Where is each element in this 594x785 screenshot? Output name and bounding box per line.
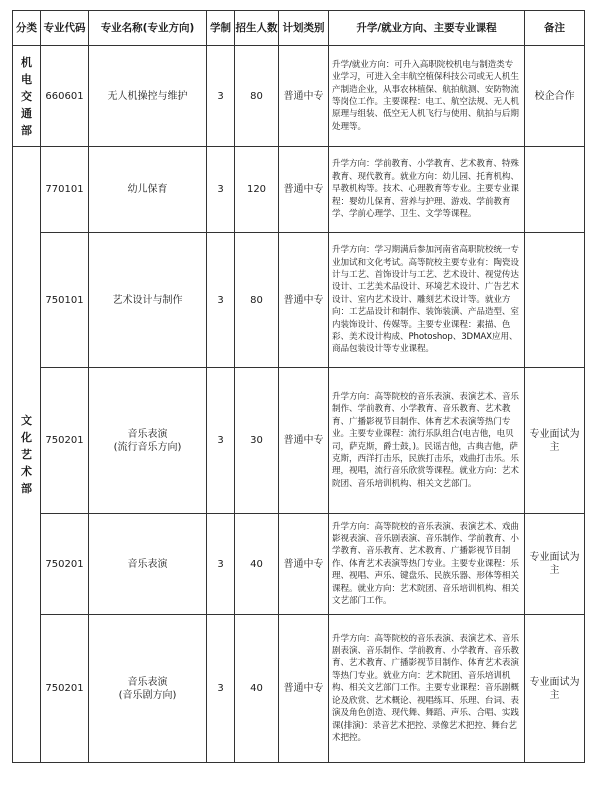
- remark-cell: 校企合作: [525, 46, 585, 147]
- enrollment-table: [12, 10, 585, 763]
- remark-cell: [525, 147, 585, 233]
- enroll-cell: 80: [235, 46, 279, 147]
- plan-cell: 普通中专: [279, 147, 329, 233]
- code-cell: 750201: [41, 368, 89, 514]
- name-cell: [89, 147, 207, 233]
- enroll-cell: 40: [235, 615, 279, 763]
- plan-cell: 普通中专: [279, 46, 329, 147]
- table-row: [13, 514, 585, 615]
- name-cell: [89, 615, 207, 763]
- major-name: 音乐表演: [127, 428, 168, 440]
- years-cell: 3: [207, 368, 235, 514]
- table-row: [13, 615, 585, 763]
- name-cell: [89, 233, 207, 368]
- category-label: 机电交通部: [21, 55, 32, 137]
- major-name: 音乐表演: [127, 676, 168, 688]
- remark-cell: 专业面试为主: [525, 368, 585, 514]
- code-cell: 750101: [41, 233, 89, 368]
- enroll-cell: 40: [235, 514, 279, 615]
- years-cell: 3: [207, 514, 235, 615]
- years-cell: 3: [207, 46, 235, 147]
- header-plan: 计划类别: [279, 11, 329, 46]
- category-label: 文化艺术部: [21, 414, 32, 495]
- major-name: 音乐表演: [127, 558, 168, 570]
- header-code: 专业代码: [41, 11, 89, 46]
- major-name: 艺术设计与制作: [112, 294, 183, 306]
- course-cell: 升学方向：学前教育、小学教育、艺术教育、特殊教育、现代教育。就业方向：幼儿园、托育机构、早教机构等。技术、心理教育等专业。主要专业课程：婴幼儿保育、营养与护理、游戏、学前教育学、学前心理学、卫生、文学等课程。: [329, 147, 525, 233]
- table-row: [13, 233, 585, 368]
- category-cell: [13, 147, 41, 763]
- header-name: 专业名称(专业方向): [89, 11, 207, 46]
- enroll-cell: 120: [235, 147, 279, 233]
- header-remark: 备注: [525, 11, 585, 46]
- table-row: [13, 46, 585, 147]
- major-direction: (音乐剧方向): [118, 689, 177, 701]
- code-cell: 750201: [41, 514, 89, 615]
- major-direction: (流行音乐方向): [113, 441, 182, 453]
- name-cell: [89, 514, 207, 615]
- enroll-cell: 30: [235, 368, 279, 514]
- name-cell: [89, 46, 207, 147]
- code-cell: 750201: [41, 615, 89, 763]
- table-row: [13, 147, 585, 233]
- years-cell: 3: [207, 233, 235, 368]
- remark-cell: 专业面试为主: [525, 514, 585, 615]
- course-cell: 升学/就业方向：可升入高职院校机电与制造类专业学习，可进入全丰航空植保科技公司或无人机生产制造企业，从事农林植保、航拍航测、安防物流等岗位工作。主要课程：电工、航空法规、无人机原理与组装、低空无人机飞行与使用、航拍与后期处理等。: [329, 46, 525, 147]
- header-category: 分类: [13, 11, 41, 46]
- header-years: 学制: [207, 11, 235, 46]
- plan-cell: 普通中专: [279, 368, 329, 514]
- plan-cell: 普通中专: [279, 615, 329, 763]
- major-name: 幼儿保育: [127, 184, 168, 195]
- code-cell: 770101: [41, 147, 89, 233]
- course-cell: 升学方向：高等院校的音乐表演、表演艺术、音乐剧表演、音乐制作、学前教育、小学教育、音乐教育、艺术教育、广播影视节目制作、体育艺术表演等热门专业。就业方向：艺术院团、音乐培训机构、相关文艺部门工作。主要专业课程：音乐剧概论及欣赏、艺术概论、视唱练耳、乐理、台词、表演及角色创造、现代舞、舞蹈、声乐、合唱、实践课(排演)：录音艺术把控、录像艺术把控、舞台艺术把控。: [329, 615, 525, 763]
- plan-cell: 普通中专: [279, 233, 329, 368]
- course-cell: 升学方向：高等院校的音乐表演、表演艺术、音乐制作、学前教育、小学教育、音乐教育、艺术教育、广播影视节目制作、体育艺术表演等热门专业。主要专业课程：流行乐队组合(电吉他，电贝司，萨克斯，爵士鼓，)。民谣吉他，古典吉他，萨克斯，西洋打击乐，民族打击乐，戏曲打击乐。乐理，视唱，流行音乐欣赏等课程。就业方向：艺术院团、音乐培训机构、相关文艺部门。: [329, 368, 525, 514]
- header-row: [13, 11, 585, 46]
- major-name: 无人机操控与维护: [107, 90, 188, 102]
- header-course: 升学/就业方向、主要专业课程: [329, 11, 525, 46]
- remark-cell: [525, 233, 585, 368]
- header-enroll: 招生人数: [235, 11, 279, 46]
- category-cell: [13, 46, 41, 147]
- years-cell: 3: [207, 615, 235, 763]
- table-row: [13, 368, 585, 514]
- plan-cell: 普通中专: [279, 514, 329, 615]
- name-cell: [89, 368, 207, 514]
- course-cell: 升学方向：学习期满后参加河南省高职院校统一专业加试和文化考试。高等院校主要专业有：陶瓷设计与工艺、首饰设计与工艺、艺术设计、视觉传达设计、工艺美术品设计、环境艺术设计、广告艺术设计、室内艺术设计、雕刻艺术设计等。就业方向：工艺品设计和制作、装饰装潢、产品造型、室内装饰设计、传媒等。主要专业课程：素描、色彩、美术设计构成、Photoshop、3DMAX应用、商品包装设计等专业课程。: [329, 233, 525, 368]
- enroll-cell: 80: [235, 233, 279, 368]
- years-cell: 3: [207, 147, 235, 233]
- remark-cell: 专业面试为主: [525, 615, 585, 763]
- course-cell: 升学方向：高等院校的音乐表演、表演艺术、戏曲影视表演、音乐剧表演、音乐制作、学前教育、小学教育、音乐教育、艺术教育、广播影视节目制作、体育艺术表演等热门专业。主要专业课程：乐理、视唱、声乐、键盘乐、民族乐器、形体等相关课程。就业方向：艺术院团、音乐培训机构、相关文艺部门工作。: [329, 514, 525, 615]
- code-cell: 660601: [41, 46, 89, 147]
